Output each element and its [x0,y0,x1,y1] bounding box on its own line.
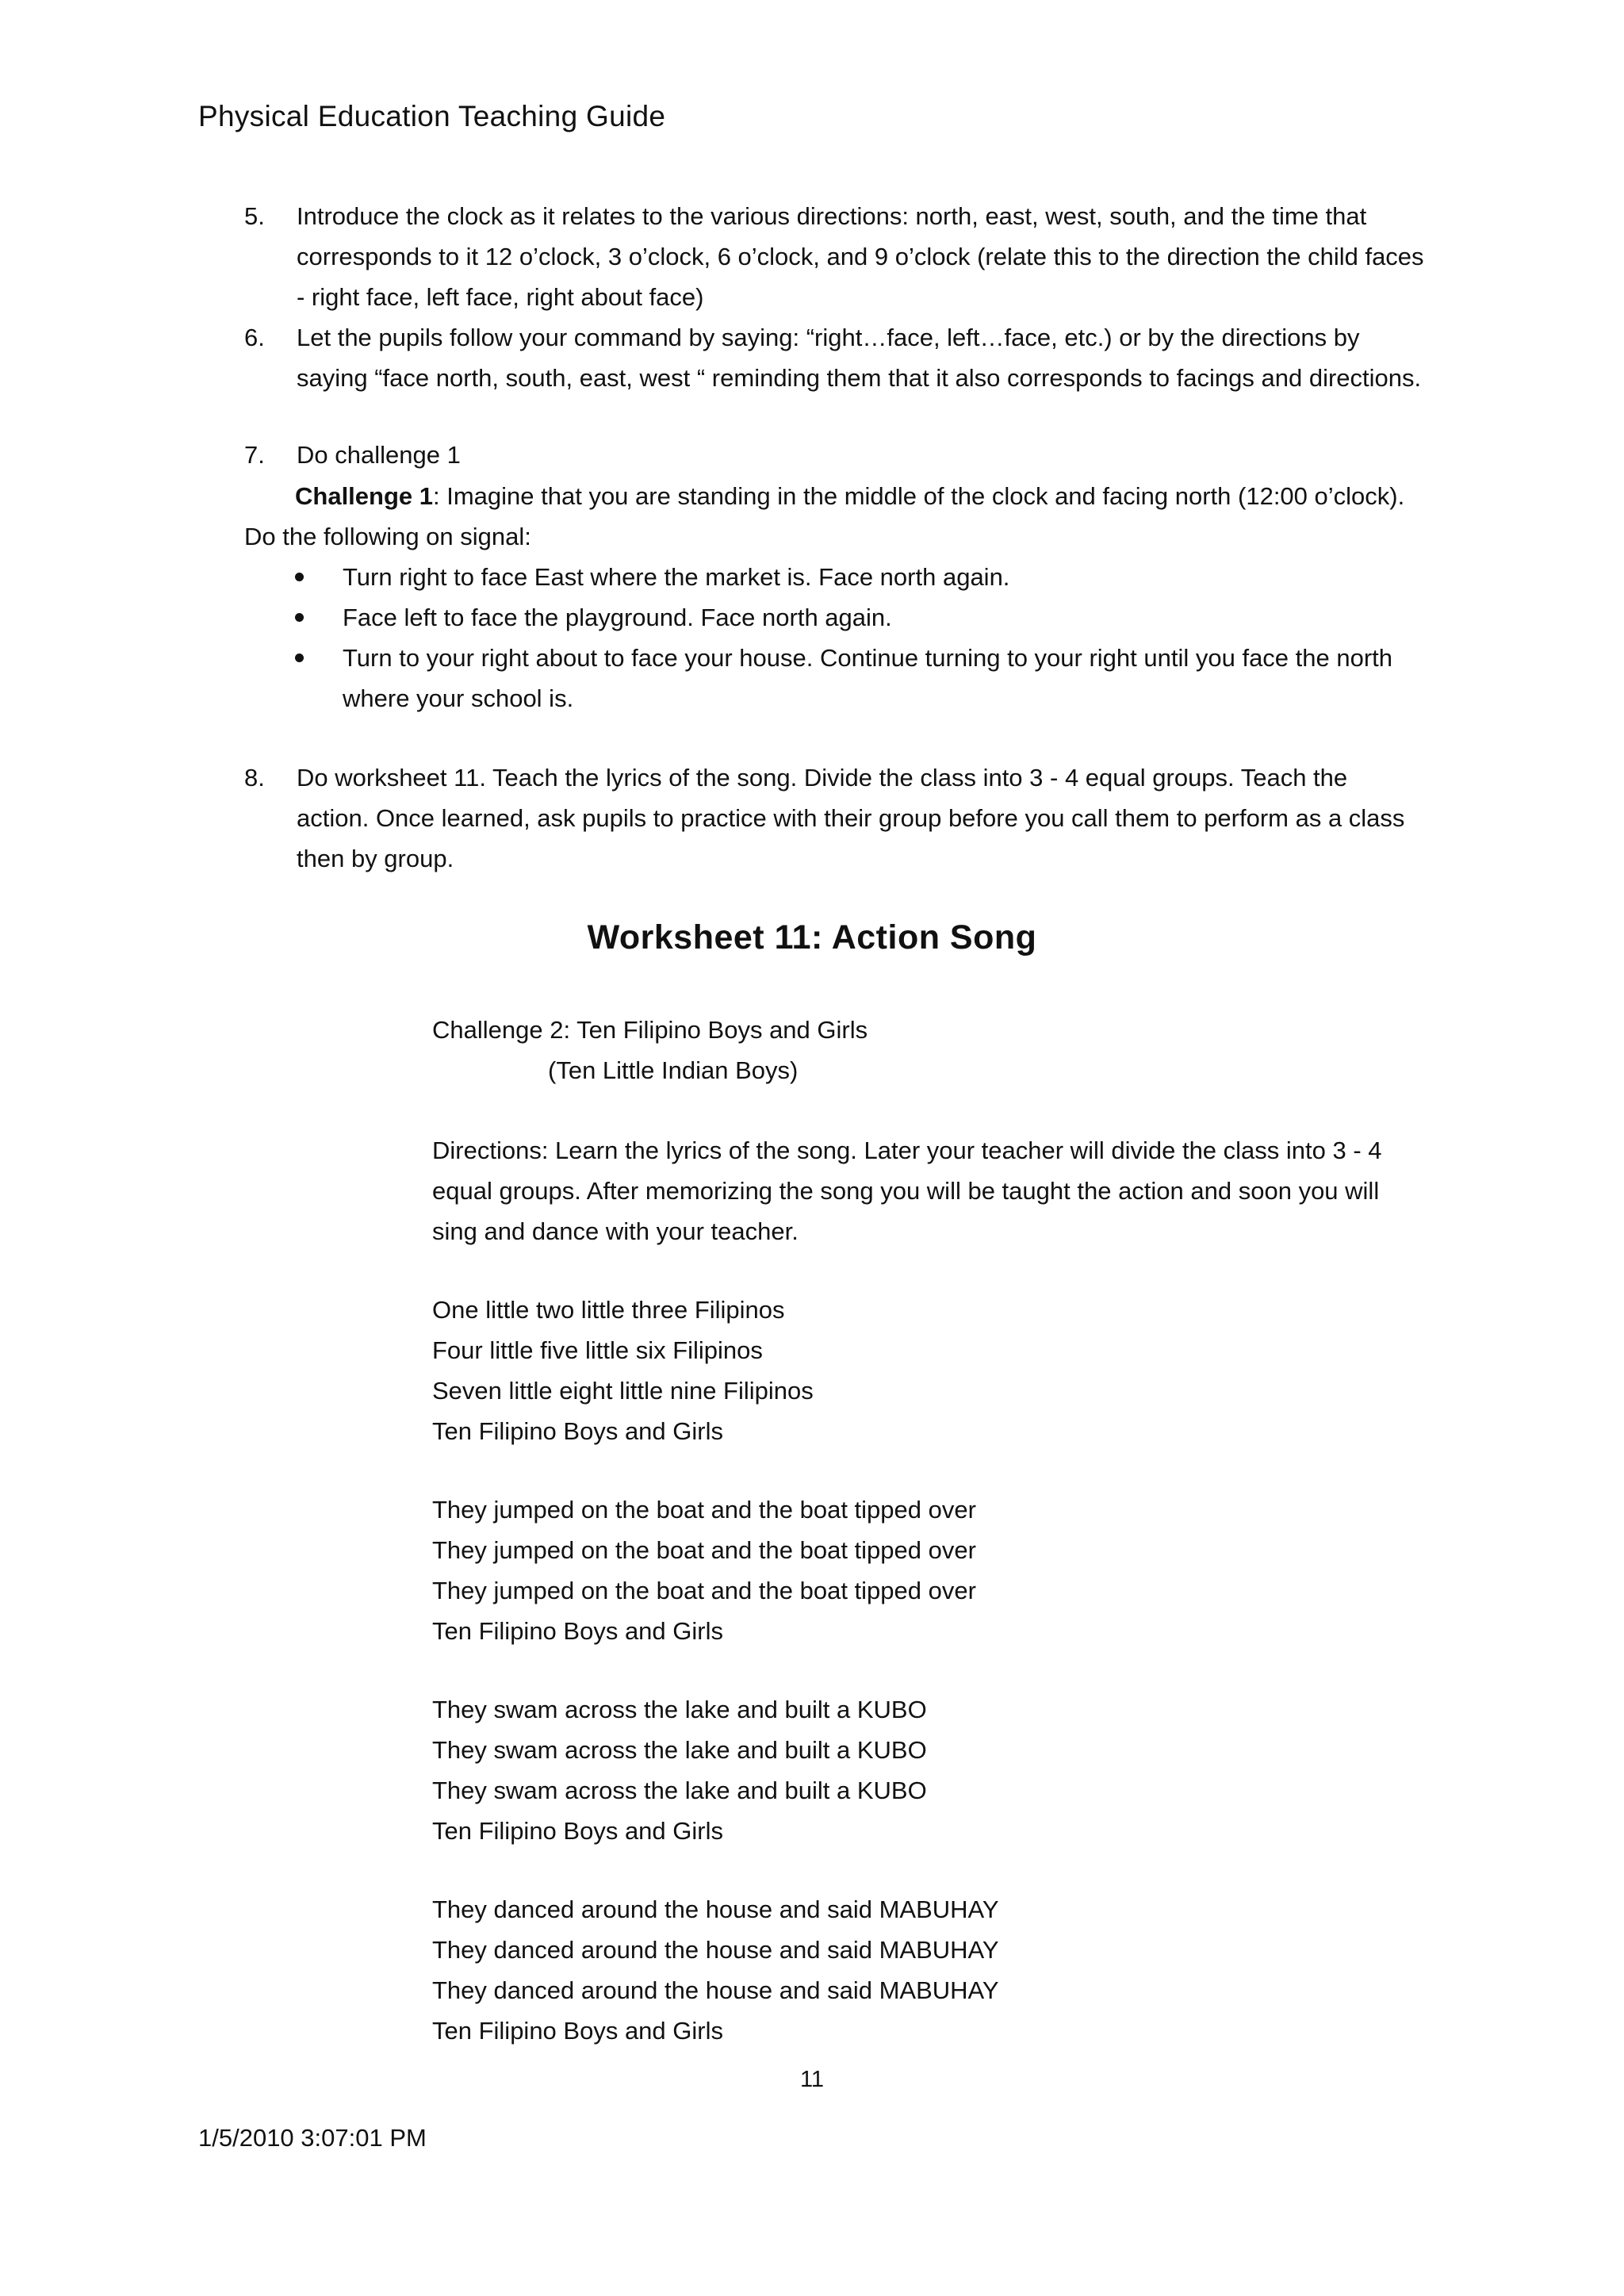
song-subtitle: (Ten Little Indian Boys) [548,1056,799,1084]
step-number: 6. [244,324,265,351]
challenge-1-label: Challenge 1 [295,482,433,510]
text-line: then by group. [297,845,454,872]
bullet-dot [295,573,304,581]
step-number: 8. [244,764,265,792]
lyric-line: They swam across the lake and built a KUBO [432,1696,927,1723]
lyric-line: They jumped on the boat and the boat tipped over [432,1536,976,1564]
step-text [297,435,1438,475]
challenge-1-signal: Do the following on signal: [244,523,531,550]
worksheet-challenge-heading [432,1010,1431,1091]
step-number: 7. [244,441,265,469]
song-verse-2 [432,1489,1431,1651]
text-line: saying “face north, south, east, west “ reminding them that it also corresponds to facings and directions. [297,364,1422,392]
lyric-line: One little two little three Filipinos [432,1296,785,1324]
challenge-1-bullets [293,557,1427,719]
page-header: Physical Education Teaching Guide [198,100,666,132]
lyric-line: Seven little eight little nine Filipinos [432,1377,814,1405]
worksheet-directions [432,1130,1431,1251]
step-text [297,757,1438,879]
lyric-line: Ten Filipino Boys and Girls [432,1417,723,1445]
text-line: Turn to your right about to face your house. Continue turning to your right until you face the north [343,644,1393,672]
text-line: Face left to face the playground. Face north again. [343,604,892,631]
song-verse-3 [432,1689,1431,1851]
text-line: equal groups. After memorizing the song you will be taught the action and soon you will [432,1177,1380,1205]
text-line: Do worksheet 11. Teach the lyrics of the song. Divide the class into 3 - 4 equal groups. Teach the [297,764,1348,792]
text-line: where your school is. [343,684,574,712]
bullet-item [293,597,1427,638]
text-line: Directions: Learn the lyrics of the song. Later your teacher will divide the class into 3 - 4 [432,1137,1382,1164]
lyric-line: Ten Filipino Boys and Girls [432,2017,723,2045]
lyric-line: Ten Filipino Boys and Girls [432,1817,723,1845]
challenge-1-paragraph [295,476,1453,516]
text-line: action. Once learned, ask pupils to practice with their group before you call them to perform as a class [297,804,1405,832]
lyric-line: They jumped on the boat and the boat tipped over [432,1577,976,1604]
step-number: 5. [244,202,265,230]
challenge-2-title: Challenge 2: Ten Filipino Boys and Girls [432,1016,868,1044]
lyric-line: They swam across the lake and built a KUBO [432,1777,927,1804]
lyric-line: They danced around the house and said MABUHAY [432,1936,999,1964]
text-line: corresponds to it 12 o’clock, 3 o’clock, 6 o’clock, and 9 o’clock (relate this to the direction the child faces [297,243,1424,270]
text-line: Do challenge 1 [297,441,461,469]
step-text [297,196,1438,317]
bullet-item [293,638,1427,719]
song-verse-1 [432,1290,1431,1451]
page-number: 11 [799,2067,825,2092]
bullet-dot [295,654,304,662]
song-verse-4 [432,1889,1431,2051]
text-line: Let the pupils follow your command by saying: “right…face, left…face, etc.) or by the directions by [297,324,1360,351]
timestamp: 1/5/2010 3:07:01 PM [198,2124,427,2152]
step-text [297,317,1438,398]
lyric-line: They danced around the house and said MABUHAY [432,1895,999,1923]
text-line: - right face, left face, right about face) [297,283,704,311]
text-line: Turn right to face East where the market is. Face north again. [343,563,1010,591]
text-line: sing and dance with your teacher. [432,1217,799,1245]
lyric-line: They swam across the lake and built a KUBO [432,1736,927,1764]
bullet-item [293,557,1427,597]
bullet-dot [295,613,304,622]
lyric-line: Four little five little six Filipinos [432,1336,763,1364]
lyric-line: Ten Filipino Boys and Girls [432,1617,723,1645]
challenge-1-text: : Imagine that you are standing in the middle of the clock and facing north (12:00 o’clock). [433,482,1405,510]
text-line: Introduce the clock as it relates to the various directions: north, east, west, south, and the time that [297,202,1367,230]
worksheet-title: Worksheet 11: Action Song [587,918,1037,956]
lyric-line: They jumped on the boat and the boat tipped over [432,1496,976,1524]
lyric-line: They danced around the house and said MABUHAY [432,1976,999,2004]
